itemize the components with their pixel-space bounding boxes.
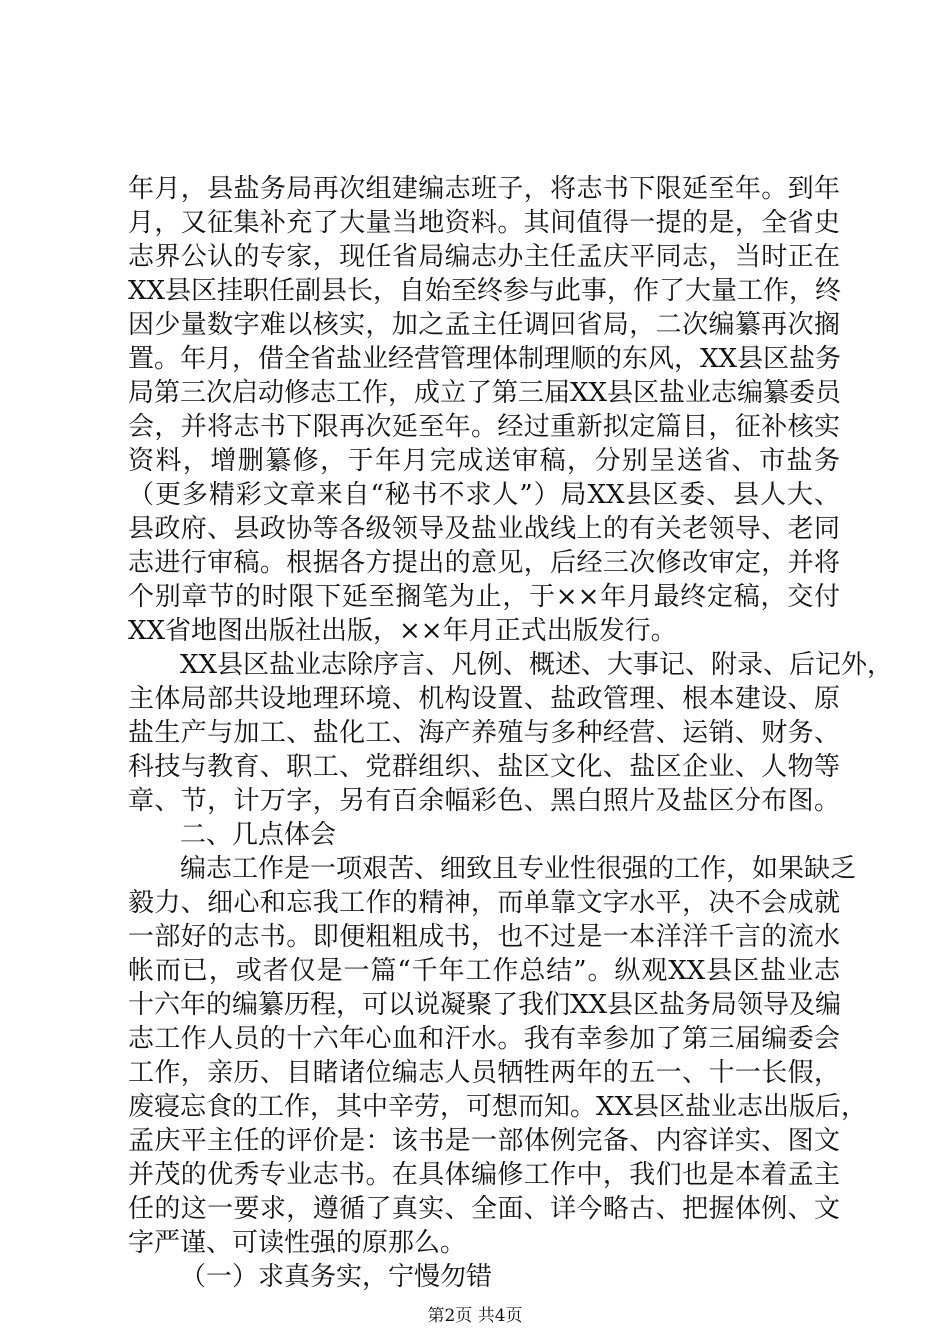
subsection-heading: （一）求真务实，宁慢勿错 [180, 1262, 493, 1292]
text-line: 章、节，计万字，另有百余幅彩色、黑白照片及盐区分布图。 [128, 786, 840, 816]
text-line: 个别章节的时限下延至搁笔为止，于××年月最终定稿，交付 [128, 582, 840, 612]
text-line: 并茂的优秀专业志书。在具体编修工作中，我们也是本着孟主 [128, 1160, 840, 1190]
text-line: 年月，县盐务局再次组建编志班子，将志书下限延至年。到年 [128, 174, 840, 204]
text-line: （更多精彩文章来自“秘书不求人”）局XX县区委、县人大、 [128, 480, 840, 510]
text-line: 因少量数字难以核实，加之孟主任调回省局，二次编纂再次搁 [128, 310, 840, 340]
paragraph-first-line: XX县区盐业志除序言、凡例、概述、大事记、附录、后记外， [180, 650, 894, 680]
text-line: 资料，增删纂修，于年月完成送审稿，分别呈送省、市盐务 [128, 446, 840, 476]
text-line: 县政府、县政协等各级领导及盐业战线上的有关老领导、老同 [128, 514, 840, 544]
text-line: 十六年的编纂历程，可以说凝聚了我们XX县区盐务局领导及编 [128, 990, 842, 1020]
text-line: 会，并将志书下限再次延至年。经过重新拟定篇目，征补核实 [128, 412, 840, 442]
text-line: 工作，亲历、目睹诸位编志人员牺牲两年的五一、十一长假， [128, 1058, 840, 1088]
text-line: XX省地图出版社出版，××年月正式出版发行。 [128, 616, 677, 646]
text-line: 一部好的志书。即便粗粗成书，也不过是一本洋洋千言的流水 [128, 922, 840, 952]
text-line: 志界公认的专家，现任省局编志办主任孟庆平同志，当时正在 [128, 242, 840, 272]
text-line: 志工作人员的十六年心血和汗水。我有幸参加了第三届编委会 [128, 1024, 840, 1054]
text-line: 科技与教育、职工、党群组织、盐区文化、盐区企业、人物等 [128, 752, 840, 782]
text-line: 毅力、细心和忘我工作的精神，而单靠文字水平，决不会成就 [128, 888, 840, 918]
text-line: XX县区挂职任副县长，自始至终参与此事，作了大量工作，终 [128, 276, 842, 306]
page-footer [0, 1304, 950, 1328]
text-line: 月，又征集补充了大量当地资料。其间值得一提的是，全省史 [128, 208, 840, 238]
text-line: 主体局部共设地理环境、机构设置、盐政管理、根本建设、原 [128, 684, 840, 714]
text-line: 盐生产与加工、盐化工、海产养殖与多种经营、运销、财务、 [128, 718, 840, 748]
text-line: 置。年月，借全省盐业经营管理体制理顺的东风，XX县区盐务 [128, 344, 842, 374]
text-line: 志进行审稿。根据各方提出的意见，后经三次修改审定，并将 [128, 548, 840, 578]
text-line: 废寝忘食的工作，其中辛劳，可想而知。XX县区盐业志出版后， [128, 1092, 868, 1122]
text-line: 任的这一要求，遵循了真实、全面、详今略古、把握体例、文 [128, 1194, 840, 1224]
text-line: 孟庆平主任的评价是：该书是一部体例完备、内容详实、图文 [128, 1126, 840, 1156]
text-line: 局第三次启动修志工作，成立了第三届XX县区盐业志编纂委员 [128, 378, 842, 408]
page-number-label: 第2页 共4页 [427, 1306, 523, 1326]
text-line: 帐而已，或者仅是一篇“千年工作总结”。纵观XX县区盐业志 [128, 956, 840, 986]
paragraph-first-line: 编志工作是一项艰苦、细致且专业性很强的工作，如果缺乏 [180, 854, 857, 884]
document-body [128, 172, 894, 1294]
text-line: 字严谨、可读性强的原那么。 [128, 1228, 467, 1258]
section-heading: 二、几点体会 [180, 820, 337, 850]
